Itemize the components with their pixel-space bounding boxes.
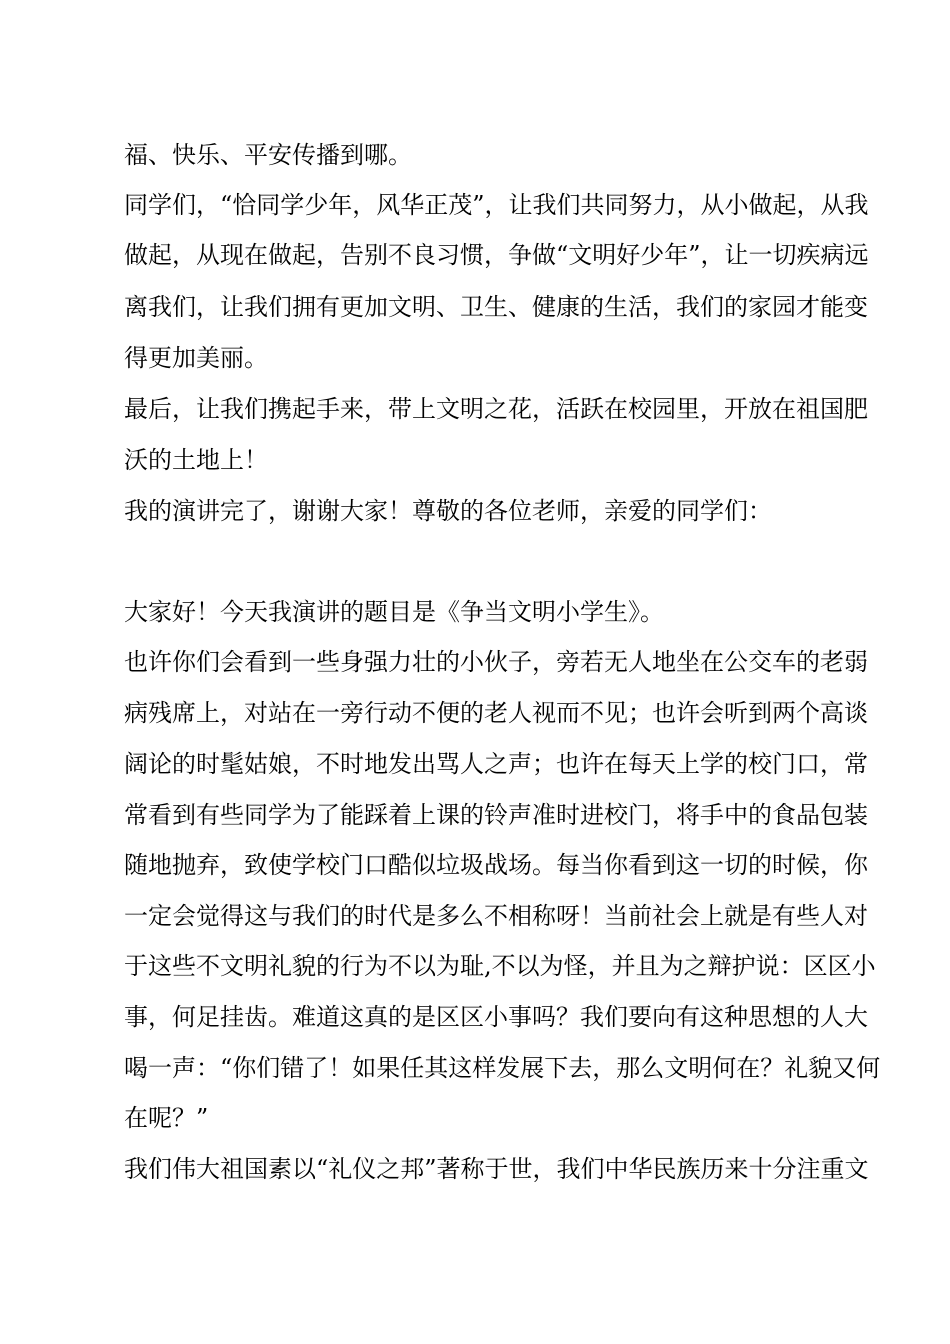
text-line: 沃的土地上！ bbox=[124, 446, 268, 474]
text-line: 我们伟大祖国素以“礼仪之邦”著称于世，我们中华民族历来十分注重文 bbox=[124, 1155, 869, 1183]
text-line: 常看到有些同学为了能踩着上课的铃声准时进校门，将手中的食品包装 bbox=[124, 801, 868, 829]
text-line: 于这些不文明礼貌的行为不以为耻,不以为怪，并且为之辩护说：区区小 bbox=[124, 952, 876, 980]
text-line: 阔论的时髦姑娘，不时地发出骂人之声；也许在每天上学的校门口，常 bbox=[124, 750, 868, 778]
text-line: 福、快乐、平安传播到哪。 bbox=[124, 141, 412, 169]
text-line: 同学们，“恰同学少年，风华正茂”，让我们共同努力，从小做起，从我 bbox=[124, 191, 869, 219]
text-line: 也许你们会看到一些身强力壮的小伙子，旁若无人地坐在公交车的老弱 bbox=[124, 648, 868, 676]
text-line: 最后，让我们携起手来，带上文明之花，活跃在校园里，开放在祖国肥 bbox=[124, 395, 868, 423]
text-line: 病残席上，对站在一旁行动不便的老人视而不见；也许会听到两个高谈 bbox=[124, 699, 868, 727]
text-line: 做起，从现在做起，告别不良习惯，争做“文明好少年”，让一切疾病远 bbox=[124, 241, 869, 269]
text-line: 我的演讲完了，谢谢大家！尊敬的各位老师，亲爱的同学们： bbox=[124, 497, 772, 525]
text-line: 离我们，让我们拥有更加文明、卫生、健康的生活，我们的家园才能变 bbox=[124, 293, 868, 321]
text-line: 事，何足挂齿。难道这真的是区区小事吗？我们要向有这种思想的人大 bbox=[124, 1003, 868, 1031]
text-line: 喝一声：“你们错了！如果任其这样发展下去，那么文明何在？礼貌又何 bbox=[124, 1054, 881, 1082]
text-line: 在呢？” bbox=[124, 1104, 209, 1132]
text-line: 大家好！今天我演讲的题目是《争当文明小学生》。 bbox=[124, 598, 664, 626]
text-line: 一定会觉得这与我们的时代是多么不相称呀！当前社会上就是有些人对 bbox=[124, 902, 868, 930]
text-line: 随地抛弃，致使学校门口酷似垃圾战场。每当你看到这一切的时候，你 bbox=[124, 851, 868, 879]
text-line: 得更加美丽。 bbox=[124, 344, 268, 372]
